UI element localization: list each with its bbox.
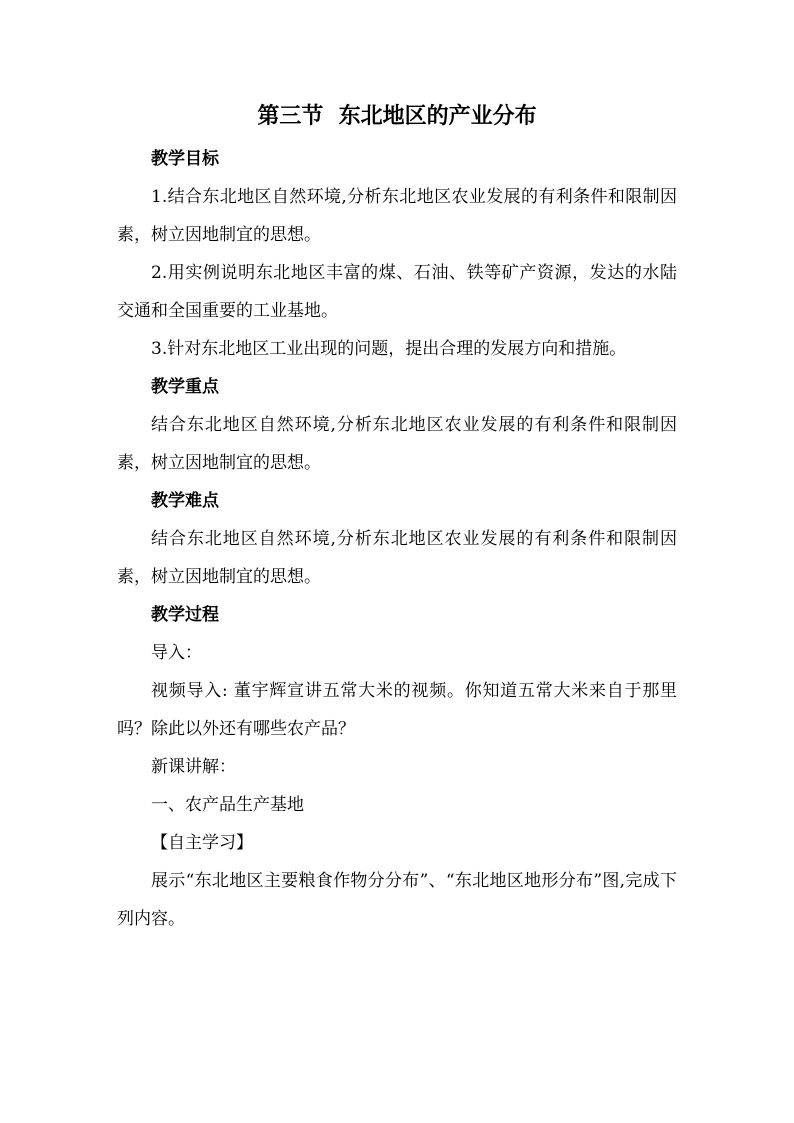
document-body [117, 140, 677, 938]
self-study-label: 【自主学习】 [151, 833, 253, 853]
intro-label: 导入： [151, 643, 202, 663]
section-heading-process: 教学过程 [151, 605, 219, 625]
objective-1: 1.结合东北地区自然环境,分析东北地区农业发展的有利条件和限制因素，树立因地制宜的思想。 [117, 187, 677, 245]
page-title: 第三节 东北地区的产业分布 [257, 103, 537, 129]
self-study-text: 展示“东北地区主要粮食作物分分布”、“东北地区地形分布”图,完成下列内容。 [117, 871, 677, 929]
objective-2: 2.用实例说明东北地区丰富的煤、石油、铁等矿产资源，发达的水陆交通和全国重要的工业基地。 [117, 263, 677, 321]
key-points-text: 结合东北地区自然环境,分析东北地区农业发展的有利条件和限制因素，树立因地制宜的思想。 [117, 415, 677, 473]
intro-text: 视频导入: 董宇辉宣讲五常大米的视频。你知道五常大米来自于那里吗？除此以外还有哪些农产品？ [117, 681, 677, 739]
section-heading-objectives: 教学目标 [151, 149, 219, 169]
subsection-title: 一、农产品生产基地 [151, 795, 304, 815]
section-heading-key-points: 教学重点 [151, 377, 219, 397]
section-heading-difficulties: 教学难点 [151, 491, 219, 511]
difficulties-text: 结合东北地区自然环境,分析东北地区农业发展的有利条件和限制因素，树立因地制宜的思想。 [117, 529, 677, 587]
objective-3: 3.针对东北地区工业出现的问题，提出合理的发展方向和措施。 [151, 339, 627, 359]
new-lesson-label: 新课讲解： [151, 757, 236, 777]
